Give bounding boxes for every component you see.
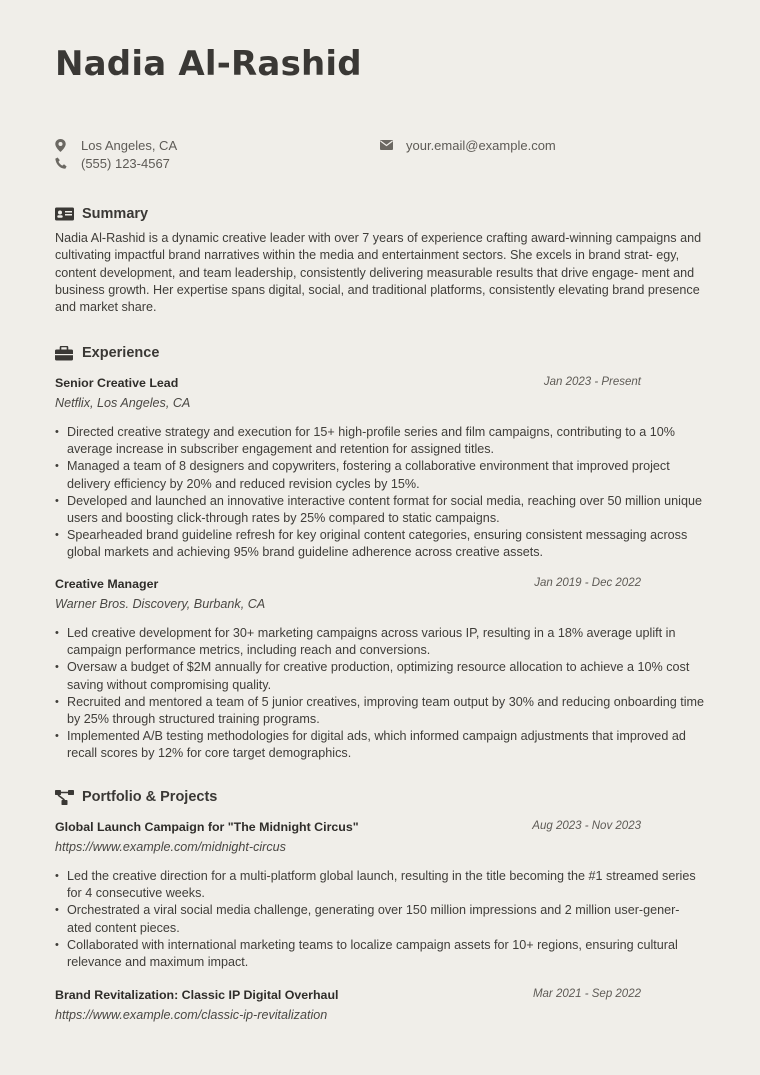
- bullet-item: • Led the creative direction for a multi-platform global launch, resulting in the title becoming the #1 streamed series for 4 consecutive weeks.: [55, 868, 707, 902]
- project-entry: [55, 988, 707, 1022]
- email-row[interactable]: [380, 136, 556, 154]
- project-bullets: [55, 868, 707, 971]
- location-text: Los Angeles, CA: [81, 137, 178, 153]
- bullet-item: • Managed a team of 8 designers and copywriters, fostering a collaborative environment that improved project delivery efficiency by 20% and reduced revision cycles by 15%.: [55, 458, 707, 492]
- email-text[interactable]: your.email@example.com: [406, 137, 556, 153]
- experience-heading-text: Experience: [82, 345, 160, 361]
- project-title-row: [55, 988, 641, 1002]
- projects-heading-text: Portfolio & Projects: [82, 789, 218, 805]
- job-date: Jan 2019 - Dec 2022: [534, 577, 641, 589]
- summary-heading-text: Summary: [82, 206, 149, 222]
- job-entry: [55, 577, 707, 763]
- briefcase-icon: [55, 346, 75, 361]
- envelope-icon: [380, 140, 398, 150]
- bullet-item: • Directed creative strategy and execution for 15+ high-profile series and film campaigns, contributing to a 10% average increase in subscriber engagement and retention for assigned titles.: [55, 424, 707, 458]
- project-url[interactable]: https://www.example.com/classic-ip-revitalization: [55, 1008, 328, 1022]
- job-entry: [55, 376, 707, 562]
- projects-section: [55, 789, 707, 971]
- job-title: Creative Manager: [55, 577, 159, 591]
- project-date: Mar 2021 - Sep 2022: [532, 988, 641, 1000]
- phone-text: (555) 123-4567: [81, 155, 170, 171]
- project-title: Brand Revitalization: Classic IP Digital Overhaul: [55, 988, 339, 1002]
- job-bullets: [55, 424, 707, 562]
- bullet-item: • Recruited and mentored a team of 5 junior creatives, improving team output by 30% and reducing onboarding time by 25% through structured training programs.: [55, 694, 707, 728]
- phone-row: [55, 154, 705, 172]
- job-company: Netflix, Los Angeles, CA: [55, 396, 191, 410]
- bullet-item: • Collaborated with international marketing teams to localize campaign assets for 10+ regions, ensuring cultural relevance and maximum impact.: [55, 937, 707, 971]
- project-url[interactable]: https://www.example.com/midnight-circus: [55, 840, 286, 854]
- project-date: Aug 2023 - Nov 2023: [532, 820, 641, 832]
- bullet-item: • Led creative development for 30+ marketing campaigns across various IP, resulting in a 18% average uplift in campaign performance metrics, including reach and conversions.: [55, 625, 707, 659]
- job-company: Warner Bros. Discovery, Burbank, CA: [55, 597, 266, 611]
- job-title-row: [55, 376, 641, 390]
- experience-heading: [55, 345, 707, 361]
- project-title: Global Launch Campaign for "The Midnight Circus": [55, 820, 359, 834]
- job-date: Jan 2023 - Present: [543, 376, 641, 388]
- map-pin-icon: [55, 139, 73, 152]
- summary-heading: [55, 206, 707, 222]
- bullet-item: • Oversaw a budget of $2M annually for creative production, optimizing resource allocation to achieve a 10% cost saving without compromising quality.: [55, 659, 707, 693]
- projects-heading: [55, 789, 707, 805]
- experience-section: [55, 345, 707, 562]
- project-diagram-icon: [55, 790, 75, 805]
- contact-info: [55, 136, 705, 172]
- id-card-icon: [55, 207, 75, 221]
- summary-text: Nadia Al-Rashid is a dynamic creative leader with over 7 years of experience crafting award-winning campaigns and cultivating impactful brand narratives within the media and entertainment sectors. She excels in brand strat- egy, content development, and team leadership, consistently delivering measurable results that drive engage- ment and business growth. Her expertise spans digital, social, and traditional platforms, consistently elevating brand presence and market share.: [55, 231, 702, 315]
- job-title: Senior Creative Lead: [55, 376, 179, 390]
- phone-icon: [55, 157, 73, 170]
- summary-section: [55, 206, 707, 316]
- job-bullets: [55, 625, 707, 763]
- bullet-item: • Developed and launched an innovative interactive content format for social media, reaching over 50 million unique users and boosting click-through rates by 25% compared to static campaigns.: [55, 493, 707, 527]
- candidate-name: Nadia Al-Rashid: [55, 44, 362, 84]
- bullet-item: • Orchestrated a viral social media challenge, generating over 150 million impressions and 2 million user-gener- ated content pieces.: [55, 902, 707, 936]
- job-title-row: [55, 577, 641, 591]
- project-entry: [55, 820, 707, 971]
- bullet-item: • Spearheaded brand guideline refresh for key original content categories, ensuring consistent messaging across global markets and achieving 95% brand guideline adherence across creative assets.: [55, 527, 707, 561]
- bullet-item: • Implemented A/B testing methodologies for digital ads, which informed campaign adjustments that improved ad recall scores by 12% for core target demographics.: [55, 728, 707, 762]
- project-title-row: [55, 820, 641, 834]
